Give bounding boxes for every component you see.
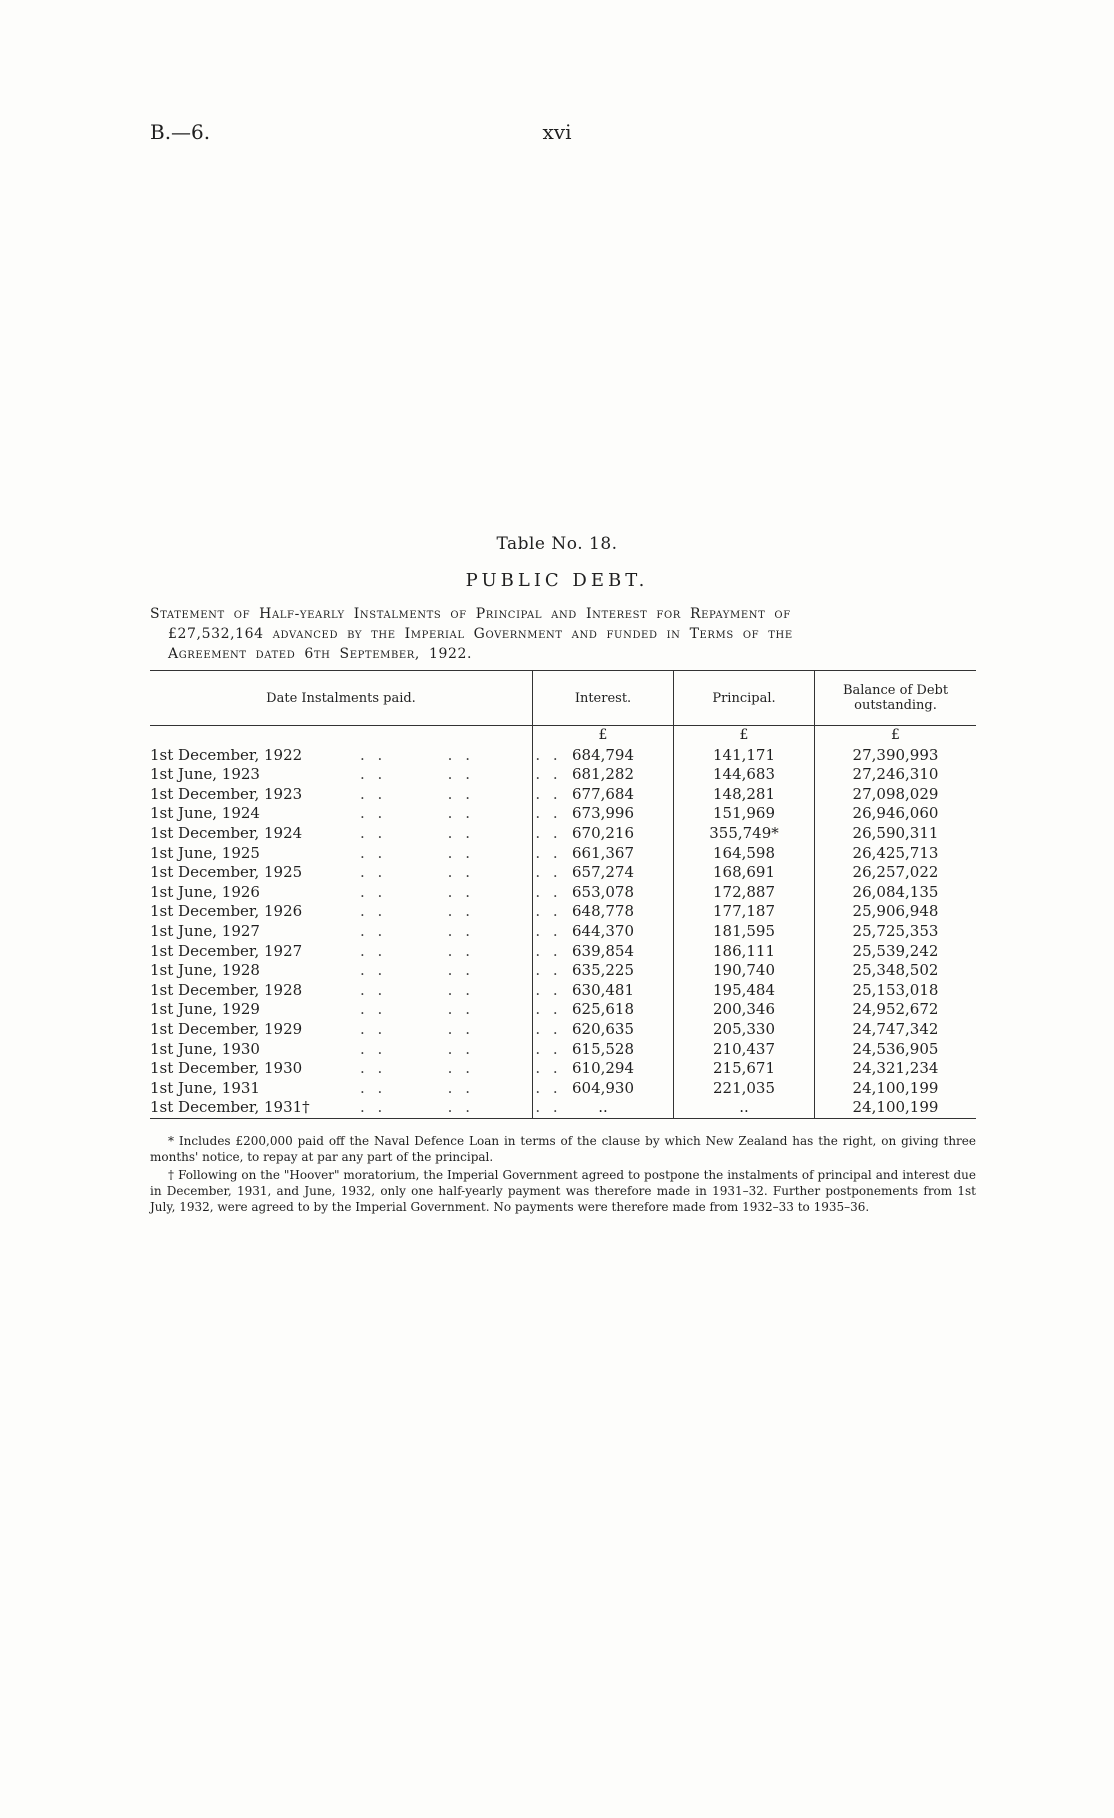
table-row	[150, 863, 976, 883]
principal-cell-text: 151,969	[712, 804, 776, 823]
balance-cell-text: 25,725,353	[852, 921, 939, 940]
balance-cell	[815, 824, 977, 844]
balance-cell-text: 25,153,018	[852, 980, 939, 999]
principal-cell	[674, 1098, 815, 1118]
date-cell	[150, 804, 562, 824]
dot-leaders: . . . . . .	[360, 1078, 562, 1097]
dot-leaders: . . . . . .	[360, 902, 562, 921]
interest-cell-text: 670,216	[571, 823, 635, 842]
principal-cell	[674, 883, 815, 903]
date-cell	[150, 863, 562, 883]
date-cell	[150, 1059, 562, 1079]
interest-cell-text: 635,225	[571, 961, 635, 980]
balance-cell	[815, 981, 977, 1001]
date-cell	[150, 902, 562, 922]
table-row	[150, 1098, 976, 1118]
date-cell-text: 1st December, 1929	[150, 1019, 303, 1038]
balance-cell-text: 24,747,342	[852, 1019, 939, 1038]
debt-table	[150, 670, 976, 1119]
date-cell	[150, 1019, 562, 1040]
col-header-principal: Principal.	[674, 671, 815, 726]
date-cell-text: 1st December, 1930	[150, 1059, 303, 1078]
date-cell	[150, 843, 562, 864]
dot-leaders: . . . . . .	[360, 745, 562, 764]
dot-leaders: . . . . . .	[360, 980, 562, 999]
interest-cell-text: 610,294	[571, 1059, 635, 1078]
date-cell-text: 1st December, 1924	[150, 823, 303, 842]
table-row	[150, 765, 976, 785]
principal-cell-text: 164,598	[712, 843, 776, 862]
principal-cell	[674, 1000, 815, 1020]
dot-leaders: . . . . . .	[360, 765, 562, 784]
interest-cell-text: 661,367	[571, 843, 635, 862]
principal-cell-text: 177,187	[712, 902, 776, 921]
page-code: B.—6.	[150, 120, 211, 144]
statement-heading	[150, 604, 976, 664]
table-number: Table No. 18.	[496, 534, 618, 554]
balance-cell	[815, 844, 977, 864]
dot-leaders: . . . . . .	[360, 804, 562, 823]
table-body	[150, 726, 976, 1119]
table-row	[150, 1020, 976, 1040]
interest-cell-text: ..	[598, 1098, 608, 1117]
interest-cell-text: 653,078	[571, 882, 635, 901]
date-cell-text: 1st June, 1930	[150, 1039, 260, 1058]
principal-cell	[674, 844, 815, 864]
date-cell	[150, 1098, 562, 1118]
dot-leaders: . . . . . .	[360, 1019, 562, 1038]
date-cell	[150, 745, 562, 766]
unit-date	[150, 726, 533, 746]
date-cell	[150, 882, 562, 903]
table-row	[150, 942, 976, 962]
balance-cell-text: 25,539,242	[852, 941, 939, 960]
date-cell-text: 1st June, 1927	[150, 921, 260, 940]
date-cell	[150, 784, 562, 805]
balance-cell	[815, 922, 977, 942]
table-row	[150, 1079, 976, 1099]
date-cell	[150, 823, 562, 844]
principal-cell	[674, 765, 815, 785]
principal-cell	[674, 746, 815, 766]
table-row	[150, 922, 976, 942]
principal-cell-text: 168,691	[712, 863, 776, 882]
principal-cell	[674, 785, 815, 805]
section-title: PUBLIC DEBT.	[465, 570, 649, 591]
table-row	[150, 844, 976, 864]
interest-cell-text: 625,618	[571, 1000, 635, 1019]
interest-cell-text: 615,528	[571, 1039, 635, 1058]
principal-cell	[674, 1059, 815, 1079]
table-row	[150, 902, 976, 922]
principal-cell-text: 195,484	[712, 980, 776, 999]
statement-line-1: Statement of Half-yearly Instalments of Principal and Interest for Repayment of	[150, 606, 791, 622]
date-cell-text: 1st June, 1925	[150, 843, 260, 862]
dot-leaders: . . . . . .	[360, 784, 562, 803]
balance-cell-text: 26,257,022	[852, 863, 939, 882]
date-cell-text: 1st December, 1923	[150, 784, 303, 803]
dot-leaders: . . . . . .	[360, 882, 562, 901]
date-cell-text: 1st December, 1928	[150, 980, 303, 999]
statement-line-2: £27,532,164 advanced by the Imperial Government and funded in Terms of the	[168, 626, 793, 642]
principal-cell	[674, 942, 815, 962]
table-row	[150, 883, 976, 903]
balance-cell	[815, 1079, 977, 1099]
table-row	[150, 1059, 976, 1079]
date-cell	[150, 961, 562, 981]
date-cell	[150, 765, 562, 785]
date-cell-text: 1st December, 1925	[150, 863, 303, 882]
balance-cell	[815, 1059, 977, 1079]
dot-leaders: . . . . . .	[360, 961, 562, 980]
date-cell-text: 1st June, 1926	[150, 882, 260, 901]
principal-cell	[674, 1040, 815, 1060]
page-number: xvi	[542, 120, 572, 144]
date-cell-text: 1st December, 1922	[150, 745, 303, 764]
principal-cell-text: 210,437	[712, 1039, 776, 1058]
principal-cell-text: 186,111	[712, 941, 776, 960]
balance-cell-text: 25,348,502	[852, 961, 939, 980]
principal-cell	[674, 922, 815, 942]
balance-cell-text: 27,246,310	[852, 765, 939, 784]
date-cell-text: 1st June, 1924	[150, 804, 260, 823]
balance-cell	[815, 942, 977, 962]
principal-cell	[674, 1020, 815, 1040]
dot-leaders: . . . . . .	[360, 921, 562, 940]
principal-cell-text: ..	[739, 1098, 749, 1117]
principal-cell-text: 172,887	[712, 882, 776, 901]
balance-cell	[815, 804, 977, 824]
interest-cell-text: 677,684	[571, 784, 635, 803]
balance-cell-text: 24,952,672	[852, 1000, 939, 1019]
table-row	[150, 981, 976, 1001]
principal-cell-text: 355,749*	[709, 823, 779, 842]
balance-cell-text: 24,100,199	[852, 1098, 939, 1117]
statement-line-3: Agreement dated 6th September, 1922.	[168, 646, 473, 662]
principal-cell-text: 181,595	[712, 921, 776, 940]
balance-cell-text: 26,084,135	[852, 882, 939, 901]
principal-cell	[674, 961, 815, 981]
footnote-dagger: † Following on the "Hoover" moratorium, the Imperial Government agreed to postpone the instalments of principal and interest due in December, 1931, and June, 1932, only one half-yearly payment was therefore made in 1931–32. Further postponements from 1st July, 1932, were agreed to by the Imperial Government. No payments were therefore made from 1932–33 to 1935–36.	[150, 1168, 976, 1214]
table-row	[150, 785, 976, 805]
balance-cell-text: 26,946,060	[852, 804, 939, 823]
balance-cell	[815, 746, 977, 766]
table-row	[150, 824, 976, 844]
principal-cell	[674, 981, 815, 1001]
principal-cell-text: 221,035	[712, 1078, 776, 1097]
dot-leaders: . . . . . .	[360, 863, 562, 882]
date-cell-text: 1st June, 1923	[150, 765, 260, 784]
balance-cell-text: 27,098,029	[852, 784, 939, 803]
principal-cell-text: 148,281	[712, 784, 776, 803]
balance-cell	[815, 863, 977, 883]
footnote-asterisk: * Includes £200,000 paid off the Naval Defence Loan in terms of the clause by which New Zealand has the right, on giving three months' notice, to repay at par any part of the principal.	[150, 1134, 976, 1164]
unit-row	[150, 726, 976, 746]
principal-cell	[674, 804, 815, 824]
dot-leaders: . . . . . .	[360, 843, 562, 862]
interest-cell-text: 648,778	[571, 902, 635, 921]
principal-cell	[674, 902, 815, 922]
table-row	[150, 1000, 976, 1020]
date-cell	[150, 1039, 562, 1060]
unit-balance: £	[815, 726, 977, 746]
dot-leaders: . . . . . .	[360, 823, 562, 842]
table-row	[150, 804, 976, 824]
date-cell-text: 1st December, 1927	[150, 941, 303, 960]
balance-cell	[815, 961, 977, 981]
table-row	[150, 746, 976, 766]
col-header-date: Date Instalments paid.	[150, 671, 533, 726]
interest-cell-text: 673,996	[571, 804, 635, 823]
dot-leaders: . . . . . .	[360, 1098, 562, 1117]
footnotes	[150, 1133, 976, 1217]
table-row	[150, 1040, 976, 1060]
date-cell	[150, 1078, 562, 1099]
interest-cell-text: 681,282	[571, 765, 635, 784]
date-cell-text: 1st December, 1931†	[150, 1098, 310, 1117]
col-header-balance: Balance of Debt outstanding.	[815, 671, 977, 726]
balance-cell-text: 26,425,713	[852, 843, 939, 862]
date-cell-text: 1st June, 1931	[150, 1078, 260, 1097]
balance-cell	[815, 1098, 977, 1118]
balance-cell-text: 27,390,993	[852, 745, 939, 764]
principal-cell	[674, 824, 815, 844]
balance-cell	[815, 1020, 977, 1040]
principal-cell-text: 144,683	[712, 765, 776, 784]
principal-cell	[674, 863, 815, 883]
date-cell	[150, 980, 562, 1001]
date-cell	[150, 921, 562, 942]
interest-cell-text: 620,635	[571, 1019, 635, 1038]
principal-cell-text: 200,346	[712, 1000, 776, 1019]
balance-cell	[815, 902, 977, 922]
interest-cell-text: 604,930	[571, 1078, 635, 1097]
dot-leaders: . . . . . .	[360, 1000, 562, 1019]
balance-cell-text: 24,536,905	[852, 1039, 939, 1058]
interest-cell-text: 684,794	[571, 745, 635, 764]
balance-cell-text: 25,906,948	[852, 902, 939, 921]
unit-interest: £	[533, 726, 674, 746]
interest-cell-text: 644,370	[571, 921, 635, 940]
balance-cell	[815, 785, 977, 805]
principal-cell-text: 141,171	[712, 745, 776, 764]
date-cell-text: 1st December, 1926	[150, 902, 303, 921]
balance-cell-text: 24,321,234	[852, 1059, 939, 1078]
unit-principal: £	[674, 726, 815, 746]
principal-cell-text: 205,330	[712, 1019, 776, 1038]
date-cell-text: 1st June, 1928	[150, 961, 260, 980]
interest-cell-text: 639,854	[571, 941, 635, 960]
principal-cell-text: 190,740	[712, 961, 776, 980]
principal-cell-text: 215,671	[712, 1059, 776, 1078]
balance-cell-text: 24,100,199	[852, 1078, 939, 1097]
col-header-interest: Interest.	[533, 671, 674, 726]
dot-leaders: . . . . . .	[360, 1059, 562, 1078]
dot-leaders: . . . . . .	[360, 941, 562, 960]
date-cell	[150, 941, 562, 962]
interest-cell-text: 657,274	[571, 863, 635, 882]
date-cell	[150, 1000, 562, 1020]
table-header-row	[150, 671, 976, 726]
principal-cell	[674, 1079, 815, 1099]
interest-cell-text: 630,481	[571, 980, 635, 999]
date-cell-text: 1st June, 1929	[150, 1000, 260, 1019]
balance-cell	[815, 883, 977, 903]
dot-leaders: . . . . . .	[360, 1039, 562, 1058]
balance-cell	[815, 765, 977, 785]
balance-cell	[815, 1040, 977, 1060]
balance-cell-text: 26,590,311	[852, 823, 939, 842]
balance-cell	[815, 1000, 977, 1020]
table-row	[150, 961, 976, 981]
